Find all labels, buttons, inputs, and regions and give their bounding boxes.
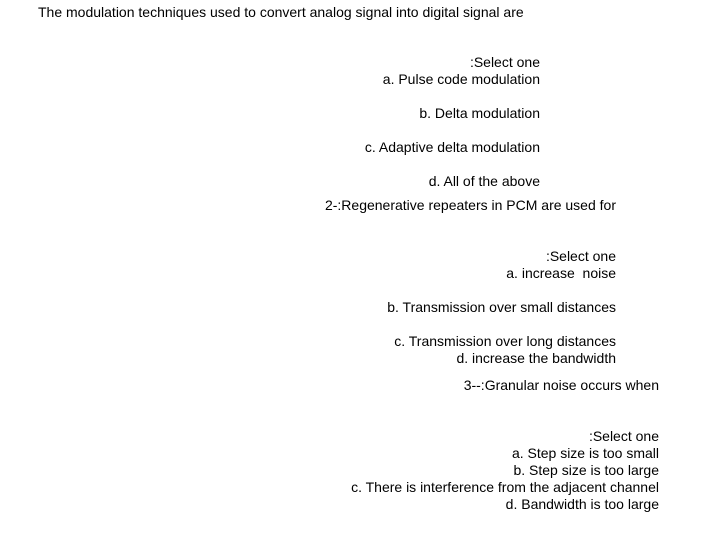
question-1-option-b[interactable]: b. Delta modulation [419,105,540,121]
question-1-select-label: :Select one [469,54,540,70]
question-2-option-a[interactable]: a. increase noise [506,265,616,281]
question-2-option-d[interactable]: d. increase the bandwidth [456,350,616,366]
question-1-prompt: The modulation techniques used to convert analog signal into digital signal are [38,4,524,20]
question-3-option-d[interactable]: d. Bandwidth is too large [505,496,659,512]
question-3-option-c[interactable]: c. There is interference from the adjacent channel [351,479,659,495]
question-1-option-c[interactable]: c. Adaptive delta modulation [364,139,540,155]
question-3-option-b[interactable]: b. Step size is too large [513,462,659,478]
question-2-prompt: 2-:Regenerative repeaters in PCM are used for [324,197,616,213]
question-1-option-d[interactable]: d. All of the above [428,173,540,189]
question-2-select-label: :Select one [545,248,616,264]
question-2-option-c[interactable]: c. Transmission over long distances [394,333,616,349]
question-3-option-a[interactable]: a. Step size is too small [511,445,659,461]
question-3-select-label: :Select one [588,428,659,444]
question-1-option-a[interactable]: a. Pulse code modulation [382,71,540,87]
question-2-option-b[interactable]: b. Transmission over small distances [387,299,616,315]
question-3-prompt: 3--:Granular noise occurs when [463,377,659,393]
